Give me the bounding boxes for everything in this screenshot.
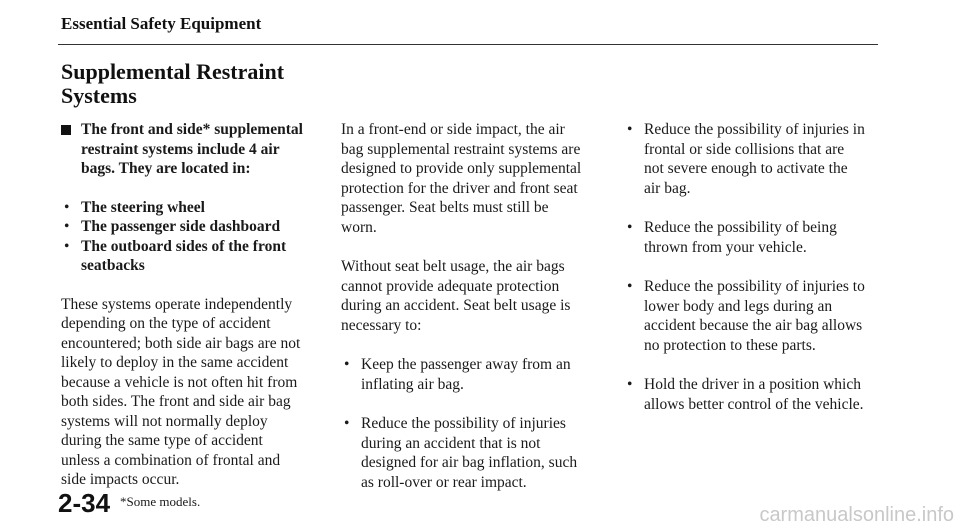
text-line: Without seat belt usage, the air bags — [341, 258, 565, 275]
text-line: both sides. The front and side air bag — [61, 393, 291, 410]
page-number: 2-34 — [58, 488, 111, 518]
list-item — [624, 120, 884, 198]
square-bullet-icon — [61, 125, 71, 135]
footnote: *Some models. — [120, 494, 201, 509]
bullet-icon: • — [344, 356, 350, 373]
text-line: depending on the type of accident — [61, 315, 271, 332]
text-line: Reduce the possibility of injuries to — [644, 278, 865, 295]
list-item — [61, 237, 321, 276]
list-spacer — [341, 394, 606, 414]
text-line: inflating air bag. — [361, 375, 464, 393]
watermark: carmanualsonline.info — [759, 504, 954, 526]
text-line: Reduce the possibility of being — [644, 219, 837, 236]
text-line: systems will not normally deploy — [61, 412, 268, 430]
text-line: bag supplemental restraint systems are — [341, 140, 581, 158]
column-2 — [341, 120, 606, 492]
list-item — [624, 218, 884, 257]
page-footer — [58, 488, 200, 519]
text-line: protection for the driver and front seat — [341, 179, 578, 197]
header-rule — [58, 44, 878, 45]
page-title — [61, 60, 321, 108]
title-line: Supplemental Restraint — [61, 59, 285, 84]
text-line: no protection to these parts. — [644, 336, 816, 354]
bullet-icon: • — [627, 376, 633, 393]
list-item — [624, 375, 884, 414]
text-line: not severe enough to activate the — [644, 160, 848, 177]
text-line: Hold the driver in a position which — [644, 376, 861, 393]
text-line: bags. They are located in: — [81, 160, 251, 177]
text-line: during the same type of accident — [61, 432, 263, 449]
text-line: necessary to: — [341, 316, 422, 334]
list-item-text: The steering wheel — [81, 198, 205, 216]
column-1 — [61, 120, 321, 490]
lead-statement — [61, 120, 321, 179]
text-line: because a vehicle is not often hit from — [61, 373, 298, 391]
text-line: side impacts occur. — [61, 471, 180, 488]
seatbelt-reasons-list-continued — [624, 120, 884, 414]
text-line: designed for air bag inflation, such — [361, 454, 578, 471]
section-header: Essential Safety Equipment — [61, 14, 262, 33]
text-line: passenger. Seat belts must still be — [341, 199, 549, 216]
seatbelt-reasons-list — [341, 355, 606, 492]
bullet-icon: • — [64, 198, 70, 216]
text-line: restraint systems include 4 air — [81, 140, 280, 158]
text-line: lower body and legs during an — [644, 297, 833, 315]
text-line: The front and side* supplemental — [81, 121, 303, 138]
paragraph — [341, 120, 606, 237]
text-line: during an accident. Seat belt usage is — [341, 297, 571, 314]
list-item — [341, 414, 606, 492]
list-item-text: The outboard sides of the front seatbacks — [81, 237, 287, 274]
list-spacer — [624, 355, 884, 375]
bullet-icon: • — [64, 218, 70, 235]
text-line: thrown from your vehicle. — [644, 238, 807, 256]
text-line: designed to provide only supplemental — [341, 160, 582, 177]
bullet-icon: • — [627, 219, 633, 236]
text-line: encountered; both side air bags are not — [61, 334, 301, 352]
text-line: Reduce the possibility of injuries — [361, 415, 566, 432]
text-line: likely to deploy in the same accident — [61, 354, 289, 371]
title-line: Systems — [61, 83, 137, 108]
bullet-icon: • — [627, 121, 633, 138]
text-line: frontal or side collisions that are — [644, 140, 845, 158]
text-line: allows better control of the vehicle. — [644, 395, 864, 413]
text-line: Keep the passenger away from an — [361, 356, 571, 373]
list-item — [61, 198, 321, 218]
paragraph — [341, 257, 606, 335]
column-3 — [624, 120, 884, 414]
text-line: In a front-end or side impact, the air — [341, 121, 565, 138]
text-line: These systems operate independently — [61, 295, 293, 313]
bullet-icon: • — [627, 278, 633, 295]
location-list — [61, 198, 321, 276]
list-item-text: The passenger side dashboard — [81, 218, 281, 235]
bullet-icon: • — [64, 237, 70, 255]
text-line: during an accident that is not — [361, 434, 541, 452]
list-spacer — [624, 198, 884, 218]
list-item — [341, 355, 606, 394]
list-spacer — [624, 257, 884, 277]
text-line: Reduce the possibility of injuries in — [644, 121, 865, 138]
text-line: air bag. — [644, 179, 691, 197]
bullet-icon: • — [344, 415, 350, 432]
list-item — [61, 217, 321, 237]
paragraph — [61, 295, 321, 490]
text-line: worn. — [341, 218, 377, 236]
text-line: unless a combination of frontal and — [61, 451, 281, 469]
text-line: as roll-over or rear impact. — [361, 473, 527, 491]
list-item — [624, 277, 884, 355]
text-line: accident because the air bag allows — [644, 317, 863, 334]
text-line: cannot provide adequate protection — [341, 277, 560, 295]
